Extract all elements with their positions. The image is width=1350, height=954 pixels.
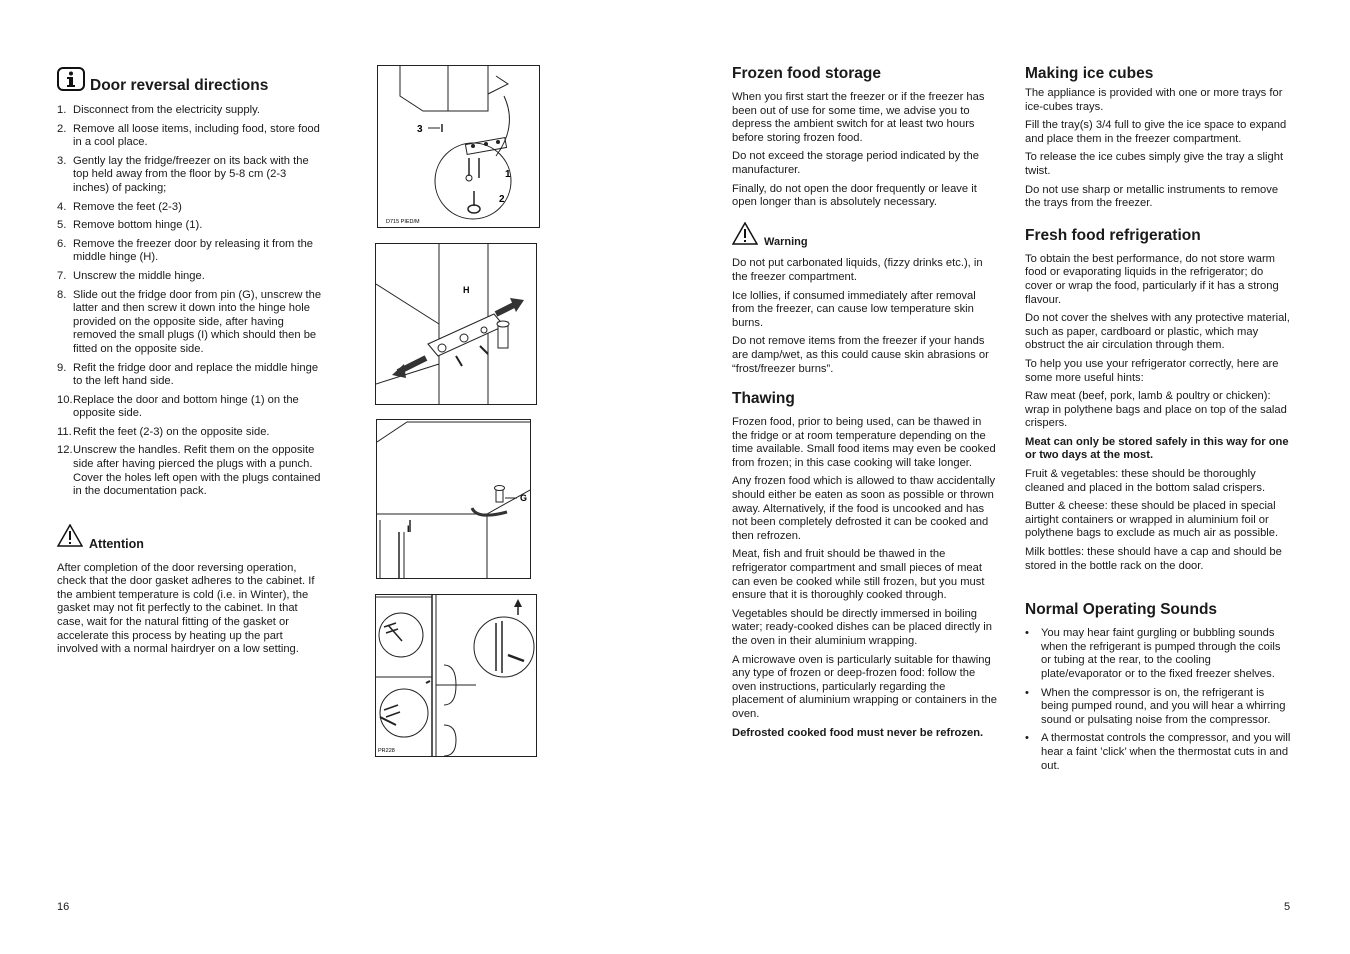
paragraph: To obtain the best performance, do not store warm food or evaporating liquids in the refrigerator; do cover or wrap the food, particularly if it has a strong flavour. [1025,252,1279,306]
list-item: • You may hear faint gurgling or bubbling sounds when the refrigerant is pumped through the coils or tubing at the rear, to the cooling plate/evaporator or to the fixed freezer shelves. [1025,627,1293,681]
warning-triangle-icon [57,524,83,552]
paragraph: Do not exceed the storage period indicated by the manufacturer. [732,150,979,176]
figure-code: D715 PIED/M [386,219,420,225]
info-icon [57,67,85,91]
label-h: H [463,285,470,295]
paragraph: Fruit & vegetables: these should be thoroughly cleaned and placed in the bottom salad crispers. [1025,468,1266,494]
paragraph: The appliance is provided with one or more trays for ice-cubes trays. [1025,87,1283,113]
list-item: 1. Disconnect from the electricity supply. [57,104,260,116]
list-item: 10. Replace the door and bottom hinge (1) on the opposite side. [57,393,299,420]
label-3: 3 [417,124,423,135]
list-item: 3. Gently lay the fridge/freezer on its back with the top held away from the floor by 5-8 cm (2-3 inches) of packing; [57,154,309,194]
bold-note: Meat can only be stored safely in this way for one or two days at the most. [1025,435,1289,462]
steps-section [57,104,325,504]
warning-label: Warning [764,235,808,248]
list-item: 7. Unscrew the middle hinge. [57,269,205,282]
paragraph: Fill the tray(s) 3/4 full to give the ice space to expand and place them in the freezer compartment. [1025,119,1287,145]
middle-column [732,65,1000,745]
steps-list [57,104,325,499]
figure-code: PR228 [378,748,395,754]
label-2: 2 [499,194,505,205]
right-column [1025,65,1293,778]
paragraph: Raw meat (beef, pork, lamb & poultry or chicken): wrap in polythene bags and place on top of the salad crispers. [1025,390,1287,430]
paragraph: Butter & cheese: these should be placed in special airtight containers or wrapped in aluminium foil or polythene bags to exclude as much air as possible. [1025,500,1279,540]
paragraph: When you first start the freezer or if the freezer has been out of use for some time, we advise you to depress the ambient switch for at least two hours before storing frozen food. [732,91,985,144]
list-item: 11. Refit the feet (2-3) on the opposite side. [57,425,270,438]
sounds-heading: Normal Operating Sounds [1025,601,1218,619]
page-number-left: 16 [57,901,70,913]
paragraph: Meat, fish and fruit should be thawed in the refrigerator compartment and small pieces of meat can even be cooked while still frozen, but you must ensure that it is thoroughly cooked through. [732,548,985,602]
paragraph: To release the ice cubes simply give the tray a slight twist. [1025,151,1284,177]
figure-middle-hinge [375,243,537,405]
list-item: 8. Slide out the fridge door from pin (G), unscrew the latter and then screw it down into the hinge hole provided on the opposite side, after having removed the small plugs (I) which should then be fitted on the opposite side. [57,288,322,355]
frozen-food-heading: Frozen food storage [732,65,881,82]
list-item: 2. Remove all loose items, including food, store food in a cool place. [57,122,320,149]
label-i: I [407,524,410,534]
figure-bottom-hinge [377,65,540,228]
figure-handles [375,594,537,757]
paragraph: Do not put carbonated liquids, (fizzy drinks etc.), in the freezer compartment. [732,257,983,283]
paragraph: To help you use your refrigerator correctly, here are some more useful hints: [1025,357,1279,384]
list-item: • When the compressor is on, the refrigerant is being pumped round, and you will hear a whirring sound or pulsating noise from the compressor. [1025,687,1293,728]
fresh-food-heading: Fresh food refrigeration [1025,226,1201,244]
page-title: Door reversal directions [90,77,269,94]
figure-pin [376,419,531,579]
paragraph: Any frozen food which is allowed to thaw accidentally should either be eaten as soon as possible or thrown away. Alternatively, if the food is uncooked and has not been completely defrosted it can be cooked and then refrozen. [732,475,996,542]
attention-label: Attention [89,537,144,551]
thawing-heading: Thawing [732,390,795,408]
list-item: 6. Remove the freezer door by releasing it from the middle hinge (H). [57,237,314,264]
ice-cubes-heading: Making ice cubes [1025,65,1154,82]
paragraph: A microwave oven is particularly suitable for thawing any type of frozen or deep-frozen food: follow the oven instructions, particularly regarding the placement of aluminium wrapping or containers in the oven. [732,653,997,720]
paragraph: Do not use sharp or metallic instruments to remove the trays from the freezer. [1025,183,1279,210]
paragraph: Do not cover the shelves with any protective material, such as paper, cardboard or plastic, which may obstruct the air circulation through them. [1025,312,1290,352]
sounds-list [1025,627,1293,773]
paragraph: Vegetables should be directly immersed in boiling water; ready-cooked dishes can be placed directly in the oven in their aluminium wrapping. [732,607,992,647]
list-item: 5. Remove bottom hinge (1). [57,219,203,232]
list-item: 12. Unscrew the handles. Refit them on the opposite side after having pierced the plugs with a punch. Cover the holes left open with the plugs contained in the documentation pack. [57,444,321,498]
attention-section [57,524,325,662]
label-g: G [520,493,528,503]
attention-text: After completion of the door reversing operation, check that the door gasket adheres to the cabinet. If the ambient temperature is cold (i.e. in Winter), the gasket may not fit perfectly to the cabinet. In that case, wait for the natural fitting of the gasket or accelerate this process by heating up the part involved with a normal hairdryer on a low setting. [57,561,315,656]
paragraph: Do not remove items from the freezer if your hands are damp/wet, as this could cause skin abrasions or “frost/freezer burns”. [732,335,989,375]
paragraph: Finally, do not open the door frequently or leave it open longer than is absolutely necessary. [732,182,977,209]
list-item: 4. Remove the feet (2-3) [57,200,182,213]
list-item: • A thermostat controls the compressor, and you will hear a faint ’click’ when the thermostat cuts in and out. [1025,732,1293,773]
paragraph: Milk bottles: these should have a cap and should be stored in the bottle rack on the door. [1025,546,1282,572]
bold-note: Defrosted cooked food must never be refrozen. [732,726,984,739]
list-item: 9. Refit the fridge door and replace the middle hinge to the left hand side. [57,361,319,388]
warning-triangle-icon [732,222,758,250]
paragraph: Frozen food, prior to being used, can be thawed in the fridge or at room temperature depending on the time available. Small food items may even be cooked from frozen; in this case cooking will take longer. [732,416,996,469]
page-number-right: 5 [1284,901,1291,913]
label-1: 1 [505,169,511,180]
paragraph: Ice lollies, if consumed immediately after removal from the freezer, can cause low temperature skin burns. [732,289,976,329]
